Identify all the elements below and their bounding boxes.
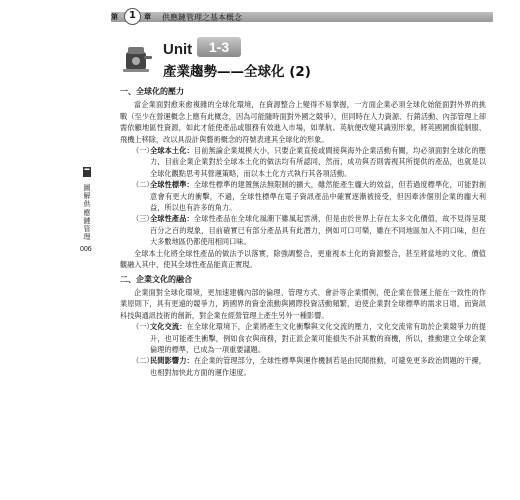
unit-label: Unit (163, 41, 193, 58)
list-item-term: 全球本土化： (150, 146, 194, 156)
unit-title: 產業趨勢——全球化 (2) (163, 64, 311, 80)
unit-number-badge: 1-3 (197, 37, 241, 57)
list-item-term: 全球性標準： (150, 180, 194, 190)
section-heading: 一、全球化的壓力 (120, 87, 184, 96)
list-item (120, 321, 486, 355)
chapter-number-badge: 1 (124, 8, 141, 25)
list-item-number: （二） (132, 180, 154, 190)
list-item-number: （二） (132, 356, 154, 366)
side-tab-label: 圖解供應鏈管理 (83, 184, 91, 242)
paragraph: 當企業面對愈來愈複雜的全球化環境，在資源整合上變得不易掌握，一方面企業必須全球化始能面對外界的挑戰（至少在營運概念上應有此概念，因為可能隨時面對外國之競爭），但同時在人力資源、行銷活動、內部管理上卻需依顧地區性資源，如此才能使產品或服務有效進入市場，如華航、英航便改變其識別形象，將英國國旗從制服、飛機上移除，改以具設計與藝術概念的符號表達其全球化的形象。 (120, 100, 486, 144)
list-item-body (150, 321, 486, 355)
list-item-text: 在全球化環境下，企業將產生文化衝擊與文化交流的壓力，文化交流常有助於企業競爭力的提升，也可能產生衝擊，例如食衣與商務，對正派企業可能損失不計其數的商機，所以，推動建立全球企業倫理的標準，已成為一項重要議題。 (150, 322, 486, 354)
side-tab (81, 165, 93, 241)
book-icon (82, 166, 92, 178)
list-item-term: 民間影響力： (150, 356, 194, 366)
list-item (120, 179, 486, 213)
list-item-number: （一） (132, 146, 154, 156)
body-text (120, 86, 486, 378)
list-item-text: 目前無論企業規模大小，只要企業直接或間接與海外企業活動有關，均必須面對全球化的壓力，目前企業企業對於全球本土化的做法均有所認同，然而，成功與否則需視其所提供的產品，也就是以全球化觀點思考其營運策略，而以本土化方式執行其各項活動。 (150, 146, 486, 178)
list-item-body (150, 213, 486, 247)
list-item-body (150, 145, 486, 179)
list-item (120, 213, 486, 247)
chapter-prefix: 第 (111, 13, 118, 21)
list-item-body (150, 179, 486, 213)
list-item-text: 全球性標準的建置無法無限制的擴大，雖然能產生龐大的效益，但若過度標準化，可能對創意會有更大的衝擊，不過，全球性標準在電子資訊產品中確實逐漸被接受，但因牽涉個別企業的龐大利益，所以也有許多的角力。 (150, 180, 486, 213)
list-item-number: （一） (132, 322, 154, 332)
paragraph: 全球本土化將全球性產品的做法予以落實，除強調整合，更重視本土化的資源整合，甚至將當地的文化、價值觀融入其中，使其全球性產品能真正實現。 (120, 248, 486, 270)
chapter-suffix: 章 (144, 13, 151, 21)
list-item-term: 文化交流： (150, 322, 187, 332)
page-number: 006 (80, 246, 92, 253)
section-heading: 二、企業文化的融合 (120, 274, 192, 284)
pencil-sharpener-icon (117, 38, 155, 76)
list-item (120, 145, 486, 179)
paragraph: 企業面對全球化環境，更加速建構內部的倫理、管理方式、會計等企業慣例，使企業在營運上能在一致性的作業原則下，具有更遠的競爭力，跨國界的資金流動與國際投資活動頻繁，迫使企業對全球標準的需求日增，而資訊科技與通訊技術的創新，對企業在經營管理上產生另外一種影響。 (120, 287, 486, 320)
chapter-title: 供應鏈管理之基本概念 (162, 13, 242, 22)
list-item-number: （三） (132, 214, 154, 224)
list-item (120, 355, 486, 378)
list-item-text: 全球性產品在全球化風潮下雖風起雲湧，但是由於世界上存在太多文化價值，故不見得呈現百分之百的現象，目前確實已有部分產品具有此潛力，例如可口可樂，雖在不同地區加入不同口味，但在大多數地區仍都使用相同口味。 (150, 214, 486, 247)
list-item-body (150, 355, 486, 378)
list-item-text: 在企業的管理部分，全球性標準與運作機制若是由民間推動，可避免更多政治問題的干擾，也相對加快此方面的運作速度。 (150, 356, 486, 377)
list-item-term: 全球性產品： (150, 214, 194, 224)
